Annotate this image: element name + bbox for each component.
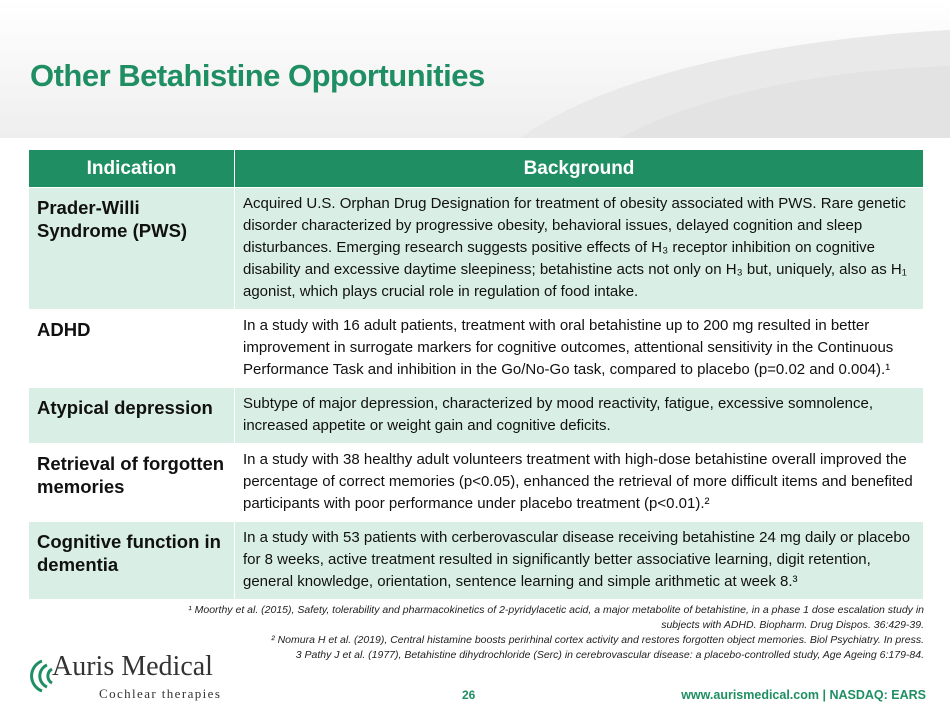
- logo-wordmark: Auris Medical: [52, 651, 213, 682]
- header-background: Background: [235, 150, 924, 188]
- indication-cell: Atypical depression: [29, 388, 235, 444]
- logo-tagline: Cochlear therapies: [99, 686, 222, 701]
- footnotes: [180, 603, 924, 663]
- background-cell: In a study with 38 healthy adult volunteers treatment with high-dose betahistine overall improved the percentage of correct memories (p<0.05), enhanced the retrieval of more difficult items and benefited participants with poor performance under placebo treatment (p<0.01).²: [235, 444, 924, 522]
- footer-links: [681, 688, 926, 702]
- background-cell: Subtype of major depression, characterized by mood reactivity, fatigue, excessive somnolence, increased appetite or weight gain and cognitive deficits.: [235, 388, 924, 444]
- table-row: [29, 444, 924, 522]
- stock-ticker: NASDAQ: EARS: [829, 688, 926, 702]
- indication-cell: Prader-Willi Syndrome (PWS): [29, 188, 235, 310]
- page-title: Other Betahistine Opportunities: [30, 58, 485, 93]
- footer-separator: |: [822, 688, 826, 702]
- indications-table: [28, 149, 924, 600]
- table-row: [29, 188, 924, 310]
- table-row: [29, 310, 924, 388]
- table-header-row: [29, 150, 924, 188]
- website-link[interactable]: www.aurismedical.com: [681, 688, 819, 702]
- background-cell: In a study with 16 adult patients, treatment with oral betahistine up to 200 mg resulted in better improvement in surrogate markers for cognitive outcomes, attentional sensitivity in the Continuous Performance Task and inhibition in the Go/No-Go task, compared to placebo (p=0.02 and 0.004).¹: [235, 310, 924, 388]
- footnote-1: ¹ Moorthy et al. (2015), Safety, tolerability and pharmacokinetics of 2-pyridylacetic acid, a major metabolite of betahistine, in a phase 1 dose escalation study in subjects with ADHD. Biopharm. Drug Dispos. 36:429-39.: [188, 604, 924, 631]
- indication-cell: Retrieval of forgotten memories: [29, 444, 235, 522]
- header-indication: Indication: [29, 150, 235, 188]
- footnote-3: 3 Pathy J et al. (1977), Betahistine dihydrochloride (Serc) in cerebrovascular disease: a placebo-controlled study, Age Ageing 6:179-84.: [295, 649, 924, 661]
- footnote-2: ² Nomura H et al. (2019), Central histamine boosts perirhinal cortex activity and restores forgotten object memories. Biol Psychiatry. In press.: [271, 634, 924, 646]
- background-cell: Acquired U.S. Orphan Drug Designation for treatment of obesity associated with PWS. Rare genetic disorder characterized by progressive obesity, behavioral issues, delayed cognition and sleep disturbances. Emerging research suggests positive effects of H₃ receptor inhibition on cognitive disability and excessive daytime sleepiness; betahistine acts not only on H₃ but, uniquely, also as H₁ agonist, which plays crucial role in regulation of food intake.: [235, 188, 924, 310]
- indication-cell: Cognitive function in dementia: [29, 522, 235, 600]
- indication-cell: ADHD: [29, 310, 235, 388]
- table-row: [29, 522, 924, 600]
- background-cell: In a study with 53 patients with cerberovascular disease receiving betahistine 24 mg daily or placebo for 8 weeks, active treatment resulted in significantly better associative learning, digit retention, general knowledge, orientation, sentence learning and simple arithmetic at week 8.³: [235, 522, 924, 600]
- table-row: [29, 388, 924, 444]
- page-number: 26: [462, 688, 476, 702]
